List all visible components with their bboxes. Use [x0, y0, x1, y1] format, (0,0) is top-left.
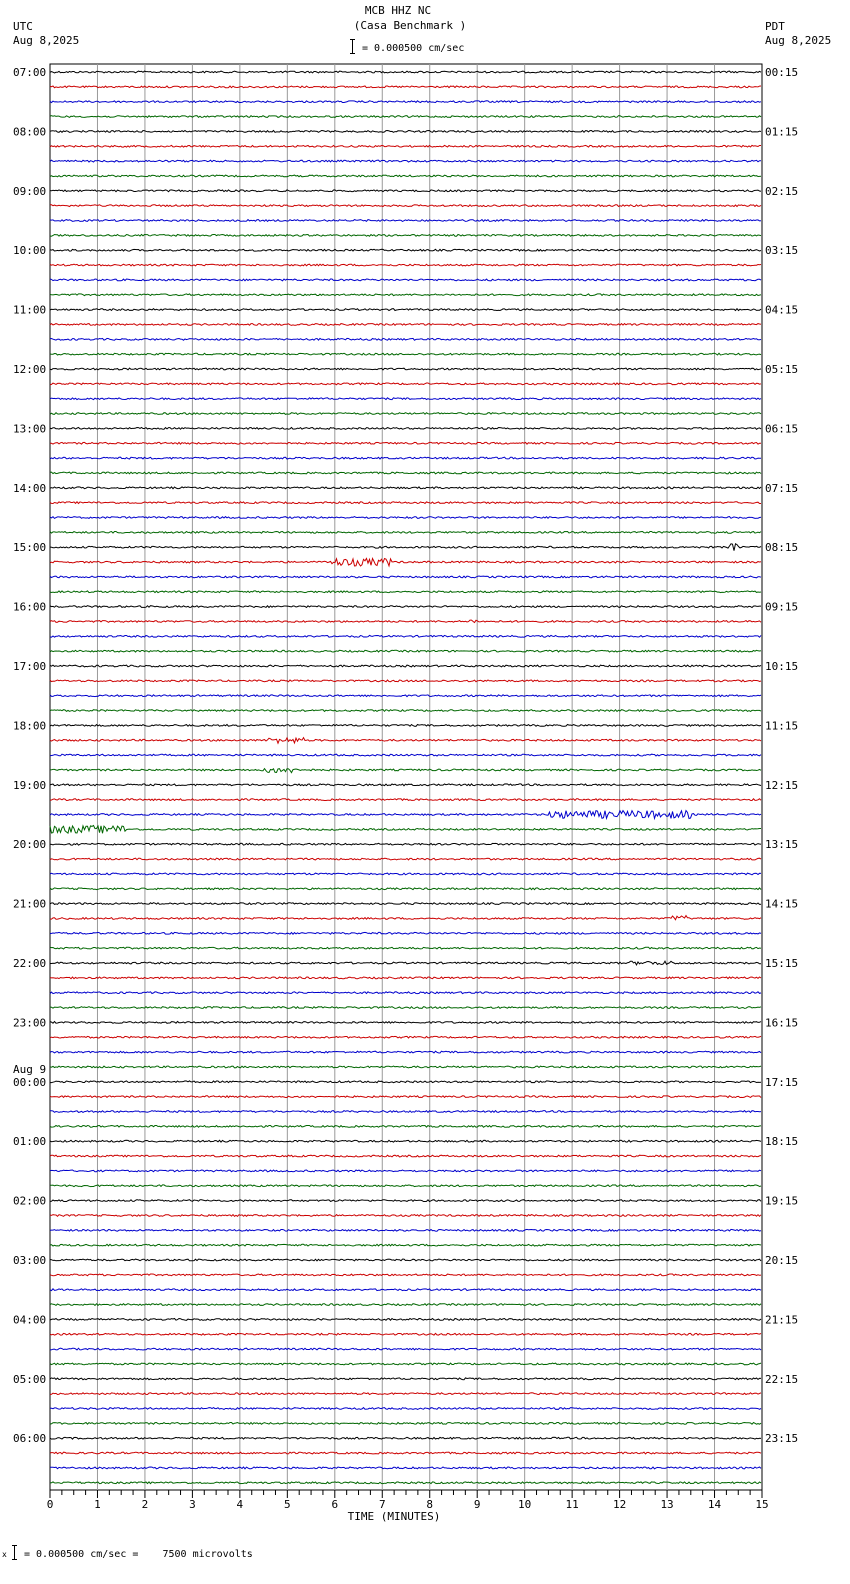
utc-hour-label: 00:00 [13, 1075, 47, 1089]
seismic-trace [50, 725, 761, 727]
utc-hour-label: 03:00 [13, 1254, 47, 1267]
seismic-trace [50, 606, 761, 608]
seismic-trace [50, 86, 761, 88]
utc-hour-label: 08:00 [13, 125, 47, 139]
pdt-hour-label: 06:15 [765, 422, 799, 436]
seismic-trace [50, 131, 761, 133]
utc-hour-label: 07:00 [13, 66, 47, 79]
seismic-trace [50, 799, 761, 801]
pdt-hour-label: 14:15 [765, 897, 799, 911]
right-date: Aug 8,2025 [765, 34, 832, 47]
seismic-trace [50, 368, 761, 370]
x-tick-label: 3 [189, 1498, 196, 1511]
utc-hour-label: 11:00 [13, 303, 47, 317]
right-timezone: PDT [765, 20, 785, 33]
x-tick-label: 1 [94, 1498, 101, 1511]
seismic-trace [50, 249, 761, 251]
seismic-trace [50, 858, 761, 860]
seismic-trace [50, 916, 761, 920]
seismic-trace [50, 620, 761, 622]
seismic-trace [50, 1423, 761, 1425]
seismic-trace [50, 294, 761, 296]
seismic-trace [50, 1452, 761, 1454]
seismic-trace [50, 457, 761, 459]
seismic-trace [50, 769, 761, 773]
utc-hour-label: 09:00 [13, 184, 47, 198]
seismic-trace [50, 784, 761, 786]
seismic-trace [50, 873, 761, 875]
utc-hour-label: 16:00 [13, 600, 47, 614]
seismic-trace [50, 1185, 761, 1187]
seismic-trace [50, 1333, 761, 1335]
seismic-trace [50, 324, 761, 326]
pdt-hour-label: 15:15 [765, 957, 799, 970]
seismic-trace [50, 1155, 761, 1157]
seismic-trace [50, 116, 761, 118]
seismic-trace [50, 398, 761, 400]
seismic-trace [50, 502, 761, 504]
seismic-trace [50, 558, 761, 566]
seismic-trace [50, 680, 761, 682]
pdt-hour-label: 17:15 [765, 1075, 799, 1089]
seismic-trace [50, 591, 761, 593]
seismic-trace [50, 1007, 761, 1009]
seismic-trace [50, 1140, 761, 1142]
footer-scale-label: = 0.000500 cm/sec = 7500 microvolts [24, 1549, 253, 1560]
seismic-trace [50, 888, 761, 890]
x-tick-label: 12 [612, 1498, 627, 1511]
pdt-hour-label: 04:15 [765, 303, 799, 317]
x-tick-label: 6 [331, 1498, 339, 1511]
seismic-trace [50, 635, 761, 637]
pdt-hour-label: 00:15 [765, 66, 799, 79]
seismic-trace [50, 754, 761, 756]
seismic-trace [50, 1289, 761, 1291]
utc-hour-label: 13:00 [13, 422, 47, 436]
pdt-hour-label: 09:15 [765, 600, 799, 614]
seismic-trace [50, 1467, 761, 1469]
seismic-trace [50, 650, 761, 652]
date-change-label: Aug 9 [13, 1062, 47, 1076]
seismic-trace [50, 175, 761, 177]
seismic-trace [50, 903, 761, 905]
seismic-trace [50, 1081, 761, 1083]
pdt-hour-label: 22:15 [765, 1372, 799, 1386]
pdt-hour-label: 03:15 [765, 244, 799, 258]
seismic-trace [50, 1393, 761, 1395]
seismic-trace [50, 932, 761, 934]
pdt-hour-label: 11:15 [765, 719, 799, 733]
seismic-trace [50, 695, 761, 697]
seismic-trace [50, 977, 761, 979]
seismic-trace [50, 992, 761, 994]
seismic-trace [50, 71, 761, 73]
seismic-trace [50, 517, 761, 519]
seismic-trace [50, 1437, 761, 1439]
seismic-trace [50, 1319, 761, 1321]
utc-hour-label: 01:00 [13, 1135, 47, 1149]
pdt-hour-label: 18:15 [765, 1135, 799, 1149]
seismic-trace [50, 235, 761, 237]
seismic-trace [50, 383, 761, 385]
seismic-trace [50, 1348, 761, 1350]
seismic-trace [50, 1111, 761, 1113]
pdt-hour-label: 13:15 [765, 838, 799, 852]
seismic-trace [50, 190, 761, 192]
seismic-trace [50, 1022, 761, 1024]
seismic-trace [50, 145, 761, 147]
seismic-trace [50, 205, 761, 207]
x-tick-label: 10 [518, 1498, 532, 1511]
pdt-hour-label: 20:15 [765, 1254, 799, 1267]
pdt-hour-label: 02:15 [765, 184, 799, 198]
pdt-hour-label: 12:15 [765, 778, 799, 792]
x-axis-label: TIME (MINUTES) [347, 1510, 441, 1523]
seismic-trace [50, 544, 761, 551]
seismic-trace [50, 811, 761, 819]
seismic-trace [50, 947, 761, 949]
utc-hour-label: 17:00 [13, 660, 47, 673]
footer-marker: x [2, 1550, 7, 1559]
seismic-trace [50, 1096, 761, 1098]
utc-hour-label: 02:00 [13, 1194, 47, 1208]
utc-hour-label: 15:00 [13, 541, 47, 555]
pdt-hour-label: 05:15 [765, 363, 799, 376]
seismic-trace [50, 1126, 761, 1128]
seismic-trace [50, 160, 761, 162]
seismic-trace [50, 1066, 761, 1068]
pdt-hour-label: 19:15 [765, 1194, 799, 1208]
utc-hour-label: 04:00 [13, 1313, 47, 1327]
utc-hour-label: 20:00 [13, 838, 47, 852]
seismic-trace [50, 1036, 761, 1038]
seismic-trace [50, 1259, 761, 1261]
left-timezone: UTC [13, 20, 33, 33]
utc-hour-label: 22:00 [13, 957, 47, 970]
utc-hour-label: 12:00 [13, 363, 47, 376]
seismic-trace [50, 826, 761, 834]
seismic-trace [50, 413, 761, 415]
x-tick-label: 4 [236, 1498, 244, 1511]
seismic-trace [50, 1378, 761, 1380]
seismic-trace [50, 309, 761, 311]
seismic-trace [50, 279, 761, 281]
seismic-trace [50, 843, 761, 845]
seismic-trace [50, 442, 761, 444]
seismic-trace [50, 428, 761, 430]
x-tick-label: 0 [46, 1498, 54, 1511]
pdt-hour-label: 10:15 [765, 660, 799, 673]
footer-scale-bar [14, 1545, 15, 1560]
x-tick-label: 14 [707, 1498, 722, 1511]
utc-hour-label: 19:00 [13, 778, 47, 792]
pdt-hour-label: 21:15 [765, 1313, 799, 1327]
seismic-trace [50, 472, 761, 474]
pdt-hour-label: 07:15 [765, 481, 799, 495]
x-tick-label: 8 [426, 1498, 434, 1511]
x-tick-label: 11 [565, 1498, 579, 1511]
x-tick-label: 2 [141, 1498, 149, 1511]
seismic-trace [50, 1304, 761, 1306]
x-tick-label: 9 [473, 1498, 481, 1511]
seismic-trace [50, 338, 761, 340]
seismic-trace [50, 961, 761, 965]
seismic-trace [50, 1408, 761, 1410]
seismic-trace [50, 1363, 761, 1365]
seismic-trace [50, 487, 761, 489]
seismic-trace [50, 576, 761, 578]
x-tick-label: 5 [284, 1498, 291, 1511]
site-subtitle: (Casa Benchmark ) [353, 19, 467, 32]
header-scale-label: = 0.000500 cm/sec [362, 43, 465, 54]
seismic-trace [50, 1215, 761, 1217]
utc-hour-label: 21:00 [13, 897, 47, 911]
seismic-trace [50, 738, 761, 744]
utc-hour-label: 18:00 [13, 719, 47, 733]
utc-hour-label: 23:00 [13, 1016, 47, 1030]
x-tick-label: 13 [660, 1498, 674, 1511]
seismic-trace [50, 101, 761, 103]
x-tick-label: 15 [755, 1498, 769, 1511]
x-tick-label: 7 [378, 1498, 386, 1511]
seismic-trace [50, 1051, 761, 1053]
pdt-hour-label: 23:15 [765, 1432, 799, 1446]
seismic-trace [50, 710, 761, 712]
seismic-trace [50, 264, 761, 266]
seismic-trace [50, 353, 761, 355]
pdt-hour-label: 01:15 [765, 125, 799, 139]
seismic-trace [50, 1244, 761, 1246]
seismic-trace [50, 532, 761, 534]
pdt-hour-label: 16:15 [765, 1016, 799, 1030]
seismic-trace [50, 1229, 761, 1231]
seismic-trace [50, 220, 761, 222]
utc-hour-label: 10:00 [13, 244, 47, 258]
seismic-trace [50, 1274, 761, 1276]
utc-hour-label: 06:00 [13, 1432, 47, 1446]
left-date: Aug 8,2025 [13, 34, 80, 47]
seismic-trace [50, 1200, 761, 1202]
pdt-hour-label: 08:15 [765, 541, 799, 555]
seismic-trace [50, 1170, 761, 1172]
seismic-trace [50, 665, 761, 667]
seismic-trace [50, 1482, 761, 1484]
utc-hour-label: 05:00 [13, 1372, 47, 1386]
utc-hour-label: 14:00 [13, 481, 47, 495]
station-title: MCB HHZ NC [364, 4, 432, 17]
